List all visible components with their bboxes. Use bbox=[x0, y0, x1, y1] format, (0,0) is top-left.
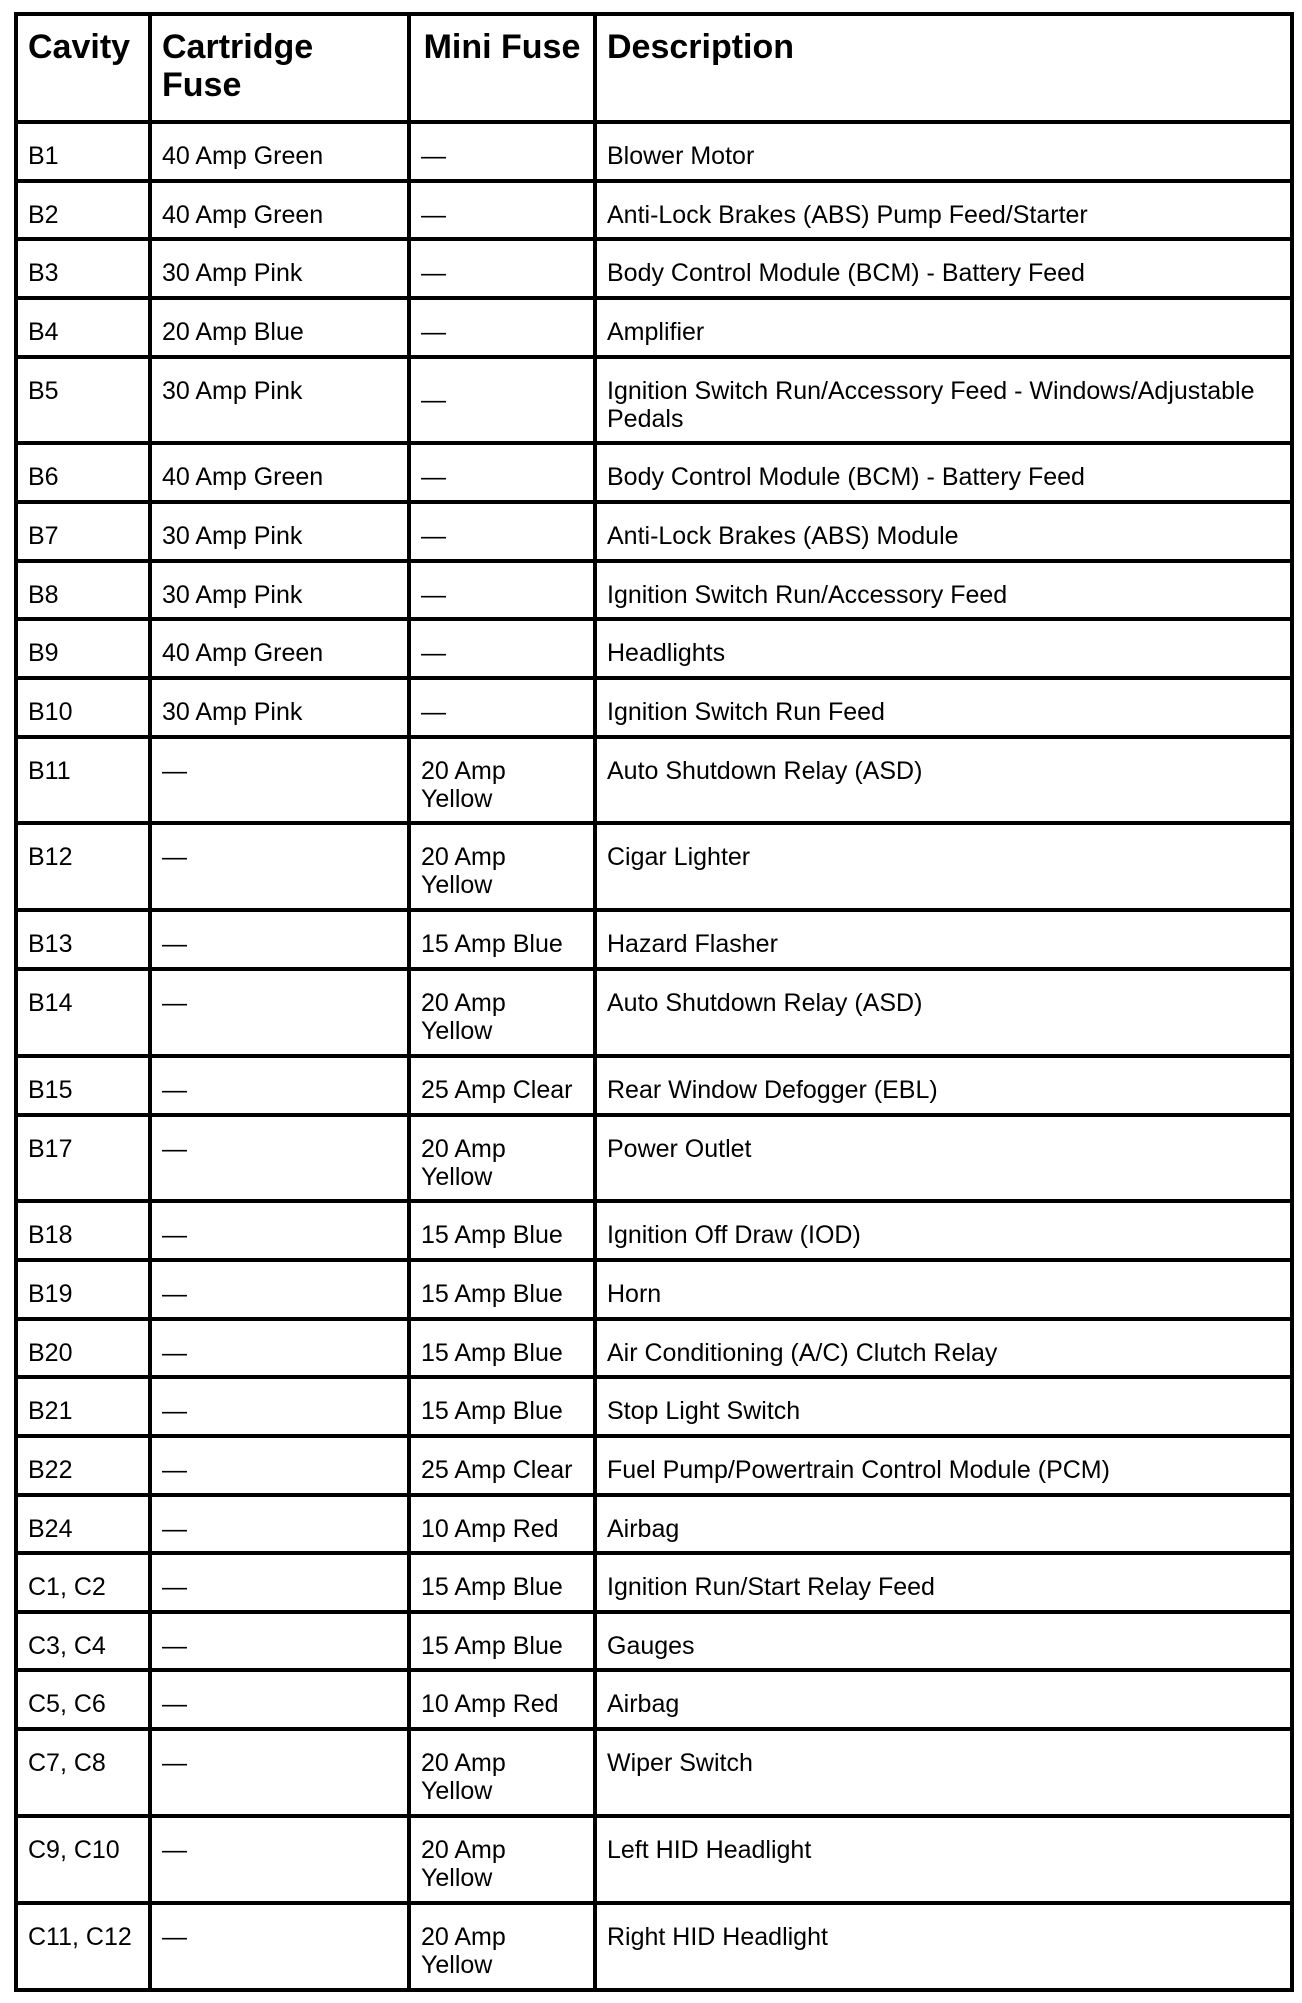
cell-mini-fuse: 15 Amp Blue bbox=[409, 1377, 595, 1436]
cell-cartridge-fuse: — bbox=[150, 1260, 409, 1319]
cell-cartridge-fuse: — bbox=[150, 1201, 409, 1260]
cell-cavity: B20 bbox=[16, 1319, 150, 1378]
table-row bbox=[16, 1056, 1292, 1115]
cell-cavity: B8 bbox=[16, 561, 150, 620]
cell-mini-fuse: — bbox=[409, 122, 595, 181]
cell-description: Ignition Off Draw (IOD) bbox=[595, 1201, 1292, 1260]
cell-cartridge-fuse: — bbox=[150, 1377, 409, 1436]
cell-cavity: B13 bbox=[16, 910, 150, 969]
cell-mini-fuse: — bbox=[409, 181, 595, 240]
header-row bbox=[16, 14, 1292, 122]
cell-cavity: B22 bbox=[16, 1436, 150, 1495]
cell-description: Horn bbox=[595, 1260, 1292, 1319]
cell-cartridge-fuse: 30 Amp Pink bbox=[150, 502, 409, 561]
cell-cavity: B17 bbox=[16, 1115, 150, 1202]
cell-mini-fuse: 20 Amp Yellow bbox=[409, 737, 595, 824]
cell-description: Body Control Module (BCM) - Battery Feed bbox=[595, 443, 1292, 502]
cell-description: Body Control Module (BCM) - Battery Feed bbox=[595, 239, 1292, 298]
cell-mini-fuse: 20 Amp Yellow bbox=[409, 969, 595, 1056]
cell-cavity: B19 bbox=[16, 1260, 150, 1319]
cell-description: Stop Light Switch bbox=[595, 1377, 1292, 1436]
cell-cartridge-fuse: 30 Amp Pink bbox=[150, 357, 409, 444]
table-row bbox=[16, 561, 1292, 620]
cell-cavity: B9 bbox=[16, 619, 150, 678]
cell-description: Left HID Headlight bbox=[595, 1816, 1292, 1903]
table-row bbox=[16, 1260, 1292, 1319]
cell-description: Auto Shutdown Relay (ASD) bbox=[595, 969, 1292, 1056]
cell-mini-fuse: 20 Amp Yellow bbox=[409, 1903, 595, 1990]
cell-description: Anti-Lock Brakes (ABS) Pump Feed/Starter bbox=[595, 181, 1292, 240]
fuse-table bbox=[14, 12, 1294, 1992]
cell-description: Rear Window Defogger (EBL) bbox=[595, 1056, 1292, 1115]
cell-cartridge-fuse: 40 Amp Green bbox=[150, 619, 409, 678]
table-row bbox=[16, 1729, 1292, 1816]
cell-cavity: B6 bbox=[16, 443, 150, 502]
header-description: Description bbox=[595, 14, 1292, 122]
cell-cartridge-fuse: — bbox=[150, 1903, 409, 1990]
cell-cartridge-fuse: — bbox=[150, 1319, 409, 1378]
cell-cartridge-fuse: — bbox=[150, 1612, 409, 1671]
cell-mini-fuse: 20 Amp Yellow bbox=[409, 1729, 595, 1816]
table-row bbox=[16, 910, 1292, 969]
cell-description: Airbag bbox=[595, 1670, 1292, 1729]
cell-cavity: C11, C12 bbox=[16, 1903, 150, 1990]
cell-cartridge-fuse: 40 Amp Green bbox=[150, 181, 409, 240]
cell-cavity: B10 bbox=[16, 678, 150, 737]
cell-mini-fuse: 20 Amp Yellow bbox=[409, 823, 595, 910]
cell-description: Auto Shutdown Relay (ASD) bbox=[595, 737, 1292, 824]
cell-cartridge-fuse: — bbox=[150, 910, 409, 969]
table-row bbox=[16, 969, 1292, 1056]
cell-cartridge-fuse: — bbox=[150, 1436, 409, 1495]
cell-cavity: B3 bbox=[16, 239, 150, 298]
cell-cartridge-fuse: — bbox=[150, 1115, 409, 1202]
cell-mini-fuse: 15 Amp Blue bbox=[409, 1612, 595, 1671]
table-row bbox=[16, 298, 1292, 357]
cell-description: Right HID Headlight bbox=[595, 1903, 1292, 1990]
table-row bbox=[16, 1115, 1292, 1202]
cell-description: Anti-Lock Brakes (ABS) Module bbox=[595, 502, 1292, 561]
cell-mini-fuse: — bbox=[409, 357, 595, 444]
cell-cavity: C1, C2 bbox=[16, 1553, 150, 1612]
cell-cartridge-fuse: — bbox=[150, 1553, 409, 1612]
cell-cavity: B15 bbox=[16, 1056, 150, 1115]
table-row bbox=[16, 443, 1292, 502]
header-mini-fuse: Mini Fuse bbox=[409, 14, 595, 122]
cell-cavity: B24 bbox=[16, 1495, 150, 1554]
cell-cartridge-fuse: — bbox=[150, 1816, 409, 1903]
cell-cartridge-fuse: — bbox=[150, 1495, 409, 1554]
table-row bbox=[16, 502, 1292, 561]
cell-cartridge-fuse: 40 Amp Green bbox=[150, 122, 409, 181]
cell-cavity: B1 bbox=[16, 122, 150, 181]
cell-description: Air Conditioning (A/C) Clutch Relay bbox=[595, 1319, 1292, 1378]
table-row bbox=[16, 181, 1292, 240]
cell-cartridge-fuse: — bbox=[150, 969, 409, 1056]
cell-mini-fuse: 15 Amp Blue bbox=[409, 1319, 595, 1378]
cell-description: Airbag bbox=[595, 1495, 1292, 1554]
cell-cartridge-fuse: — bbox=[150, 1670, 409, 1729]
cell-cartridge-fuse: 20 Amp Blue bbox=[150, 298, 409, 357]
cell-cavity: B18 bbox=[16, 1201, 150, 1260]
cell-mini-fuse: — bbox=[409, 298, 595, 357]
cell-cavity: B11 bbox=[16, 737, 150, 824]
cell-mini-fuse: 25 Amp Clear bbox=[409, 1056, 595, 1115]
cell-cavity: C9, C10 bbox=[16, 1816, 150, 1903]
cell-cavity: B21 bbox=[16, 1377, 150, 1436]
cell-cartridge-fuse: 30 Amp Pink bbox=[150, 239, 409, 298]
table-row bbox=[16, 1436, 1292, 1495]
cell-cavity: C5, C6 bbox=[16, 1670, 150, 1729]
header-cavity: Cavity bbox=[16, 14, 150, 122]
cell-cartridge-fuse: — bbox=[150, 1729, 409, 1816]
cell-mini-fuse: 15 Amp Blue bbox=[409, 910, 595, 969]
header-cartridge-fuse: Cartridge Fuse bbox=[150, 14, 409, 122]
cell-mini-fuse: 15 Amp Blue bbox=[409, 1260, 595, 1319]
cell-cavity: B12 bbox=[16, 823, 150, 910]
table-row bbox=[16, 619, 1292, 678]
table-row bbox=[16, 1612, 1292, 1671]
cell-mini-fuse: 10 Amp Red bbox=[409, 1495, 595, 1554]
cell-mini-fuse: — bbox=[409, 239, 595, 298]
table-row bbox=[16, 1377, 1292, 1436]
cell-cavity: B14 bbox=[16, 969, 150, 1056]
table-row bbox=[16, 1903, 1292, 1990]
table-row bbox=[16, 1319, 1292, 1378]
cell-description: Ignition Switch Run/Accessory Feed bbox=[595, 561, 1292, 620]
cell-description: Amplifier bbox=[595, 298, 1292, 357]
cell-description: Blower Motor bbox=[595, 122, 1292, 181]
table-row bbox=[16, 122, 1292, 181]
cell-mini-fuse: 20 Amp Yellow bbox=[409, 1115, 595, 1202]
cell-description: Hazard Flasher bbox=[595, 910, 1292, 969]
cell-mini-fuse: — bbox=[409, 678, 595, 737]
cell-description: Cigar Lighter bbox=[595, 823, 1292, 910]
cell-mini-fuse: — bbox=[409, 619, 595, 678]
cell-description: Power Outlet bbox=[595, 1115, 1292, 1202]
table-row bbox=[16, 357, 1292, 444]
cell-cavity: C7, C8 bbox=[16, 1729, 150, 1816]
cell-mini-fuse: 25 Amp Clear bbox=[409, 1436, 595, 1495]
cell-cavity: B4 bbox=[16, 298, 150, 357]
cell-mini-fuse: — bbox=[409, 443, 595, 502]
cell-cartridge-fuse: — bbox=[150, 737, 409, 824]
cell-mini-fuse: 20 Amp Yellow bbox=[409, 1816, 595, 1903]
table-row bbox=[16, 1553, 1292, 1612]
cell-cartridge-fuse: — bbox=[150, 1056, 409, 1115]
cell-cartridge-fuse: 30 Amp Pink bbox=[150, 561, 409, 620]
cell-mini-fuse: — bbox=[409, 561, 595, 620]
cell-cartridge-fuse: 40 Amp Green bbox=[150, 443, 409, 502]
cell-cartridge-fuse: 30 Amp Pink bbox=[150, 678, 409, 737]
cell-cavity: B5 bbox=[16, 357, 150, 444]
cell-description: Fuel Pump/Powertrain Control Module (PCM) bbox=[595, 1436, 1292, 1495]
cell-description: Ignition Switch Run Feed bbox=[595, 678, 1292, 737]
cell-mini-fuse: — bbox=[409, 502, 595, 561]
cell-cavity: B2 bbox=[16, 181, 150, 240]
cell-mini-fuse: 15 Amp Blue bbox=[409, 1553, 595, 1612]
cell-description: Gauges bbox=[595, 1612, 1292, 1671]
cell-mini-fuse: 15 Amp Blue bbox=[409, 1201, 595, 1260]
table-row bbox=[16, 1670, 1292, 1729]
table-row bbox=[16, 239, 1292, 298]
cell-description: Ignition Switch Run/Accessory Feed - Windows/Adjustable Pedals bbox=[595, 357, 1292, 444]
cell-description: Headlights bbox=[595, 619, 1292, 678]
cell-cartridge-fuse: — bbox=[150, 823, 409, 910]
cell-cavity: C3, C4 bbox=[16, 1612, 150, 1671]
cell-description: Ignition Run/Start Relay Feed bbox=[595, 1553, 1292, 1612]
table-row bbox=[16, 1816, 1292, 1903]
cell-mini-fuse: 10 Amp Red bbox=[409, 1670, 595, 1729]
cell-cavity: B7 bbox=[16, 502, 150, 561]
table-body bbox=[16, 122, 1292, 1990]
table-row bbox=[16, 678, 1292, 737]
table-row bbox=[16, 737, 1292, 824]
table-row bbox=[16, 1201, 1292, 1260]
table-row bbox=[16, 823, 1292, 910]
table-row bbox=[16, 1495, 1292, 1554]
cell-description: Wiper Switch bbox=[595, 1729, 1292, 1816]
